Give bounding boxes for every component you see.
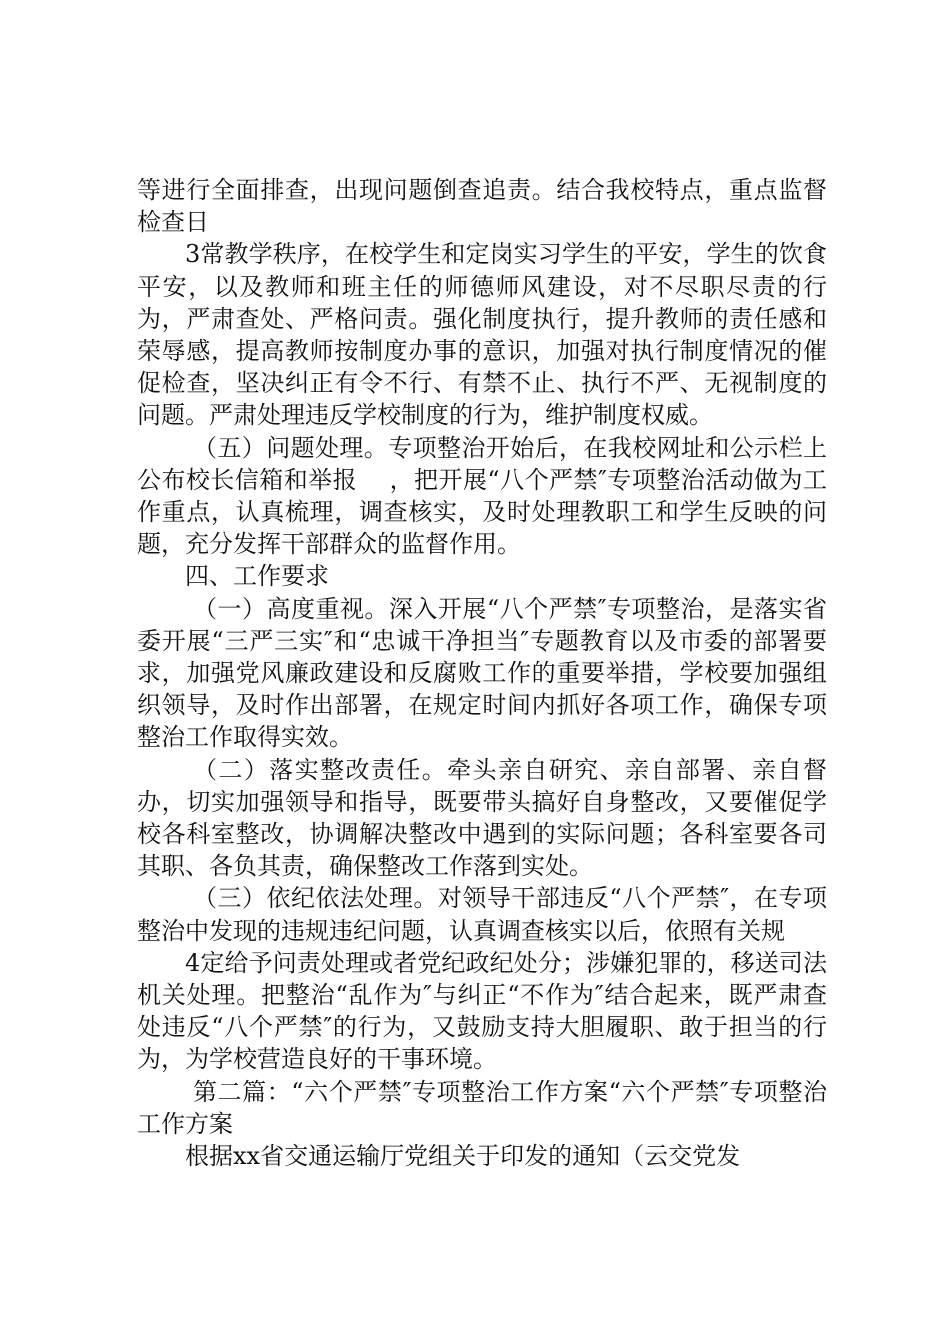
paragraph-disciplinary-handling: （三）依纪依法处理。对领导干部违反“八个严禁″，在专项整治中发现的违规违纪问题，认真调查核实以后，依照有关规 bbox=[137, 884, 827, 945]
paragraph-rectification-responsibility: （二）落实整改责任。牵头亲自研究、亲自部署、亲自督办，切实加强领导和指导，既要带头搞好自身整改，又要催促学校各科室整改，协调解决整改中遇到的实际问题；各科室要各司其职、各负其责，确保整改工作落到实处。 bbox=[137, 755, 827, 881]
paragraph-accountability: 4定给予问责处理或者党纪政纪处分；涉嫌犯罪的，移送司法机关处理。把整治“乱作为″与纠正“不作为″结合起来，既严肃查处违反“八个严禁″的行为，又鼓励支持大胆履职、敢于担当的行为，为学校营造良好的干事环境。 bbox=[137, 948, 827, 1074]
chapter-title-second: 第二篇：“六个严禁″专项整治工作方案“六个严禁″专项整治工作方案 bbox=[137, 1077, 827, 1138]
paragraph-teaching-order: 3常教学秩序，在校学生和定岗实习学生的平安，学生的饮食平安，以及教师和班主任的师德师风建设，对不尽职尽责的行为，严肃查处、严格问责。强化制度执行，提升教师的责任感和荣辱感，提高教师按制度办事的意识，加强对执行制度情况的催促检查，坚决纠正有令不行、有禁不止、执行不严、无视制度的问题。严肃处理违反学校制度的行为，维护制度权威。 bbox=[137, 240, 827, 430]
paragraph-high-attention: （一）高度重视。深入开展“八个严禁″专项整治，是落实省委开展“三严三实″和“忠诚干净担当″专题教育以及市委的部署要求，加强党风廉政建设和反腐败工作的重要举措，学校要加强组织领导，及时作出部署，在规定时间内抓好各项工作，确保专项整治工作取得实效。 bbox=[137, 594, 827, 752]
paragraph-notice-basis: 根据xx省交通运输厅党组关于印发的通知（云交党发 bbox=[185, 1142, 741, 1171]
document-body bbox=[137, 174, 827, 1172]
paragraph-continuation: 等进行全面排查，出现问题倒查追责。结合我校特点，重点监督检查日 bbox=[137, 176, 827, 237]
section-heading-work-requirements: 四、工作要求 bbox=[185, 562, 329, 591]
paragraph-problem-handling: （五）问题处理。专项整治开始后，在我校网址和公示栏上公布校长信箱和举报 ，把开展“八个严禁″专项整治活动做为工作重点，认真梳理，调查核实，及时处理教职工和学生反映的问题，充分发挥干部群众的监督作用。 bbox=[137, 433, 827, 559]
